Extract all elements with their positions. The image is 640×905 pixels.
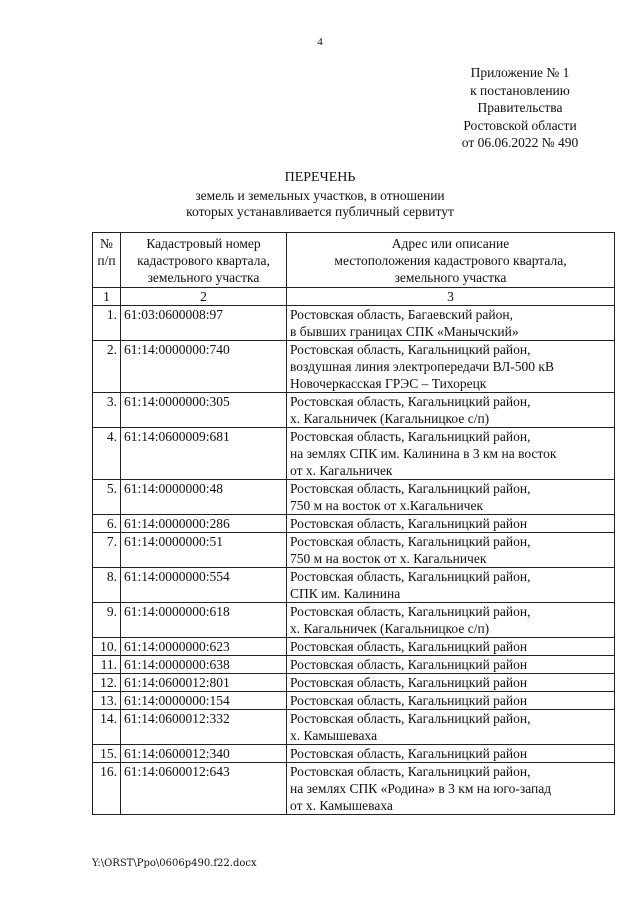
table-row bbox=[93, 306, 615, 341]
address-line: Ростовская область, Кагальницкий район, bbox=[290, 394, 531, 409]
header-line: Кадастровый номер bbox=[146, 236, 261, 251]
table-row bbox=[93, 638, 615, 656]
cadastral-number: 61:14:0000000:154 bbox=[121, 692, 287, 710]
address-line: на землях СПК им. Калинина в 3 км на восток bbox=[290, 446, 557, 461]
header-line: земельного участка bbox=[394, 270, 507, 285]
table-row bbox=[93, 515, 615, 533]
row-number: 10. bbox=[93, 638, 121, 656]
table-row bbox=[93, 656, 615, 674]
cadastral-number: 61:14:0600009:681 bbox=[121, 428, 287, 480]
header-line: Адрес или описание bbox=[391, 236, 510, 251]
address-line: Ростовская область, Багаевский район, bbox=[290, 307, 514, 322]
page-number: 4 bbox=[317, 36, 323, 48]
address-line: от х. Камышеваха bbox=[290, 798, 393, 813]
table-row bbox=[93, 428, 615, 480]
cadastral-number: 61:03:0600008:97 bbox=[121, 306, 287, 341]
address-line: Ростовская область, Кагальницкий район bbox=[290, 693, 528, 708]
address-description bbox=[287, 674, 615, 692]
row-number: 11. bbox=[93, 656, 121, 674]
address-line: 750 м на восток от х. Кагальничек bbox=[290, 551, 487, 566]
address-line: Ростовская область, Кагальницкий район, bbox=[290, 764, 531, 779]
address-description bbox=[287, 393, 615, 428]
appendix-line: к постановлению bbox=[470, 82, 570, 98]
row-number: 2. bbox=[93, 341, 121, 393]
header-line: земельного участка bbox=[147, 270, 260, 285]
header-line: кадастрового квартала, bbox=[137, 253, 270, 268]
cadastral-number: 61:14:0600012:643 bbox=[121, 763, 287, 815]
address-line: Новочеркасская ГРЭС – Тихорецк bbox=[290, 376, 487, 391]
table-body bbox=[93, 306, 615, 815]
column-index: 2 bbox=[121, 288, 287, 306]
address-description bbox=[287, 656, 615, 674]
address-description bbox=[287, 533, 615, 568]
address-line: Ростовская область, Кагальницкий район, bbox=[290, 711, 531, 726]
address-line: х. Кагальничек (Кагальницкое с/п) bbox=[290, 621, 490, 636]
address-line: х. Кагальничек (Кагальницкое с/п) bbox=[290, 411, 490, 426]
row-number: 7. bbox=[93, 533, 121, 568]
address-description bbox=[287, 745, 615, 763]
address-line: 750 м на восток от х.Кагальничек bbox=[290, 498, 484, 513]
table-row bbox=[93, 710, 615, 745]
address-description bbox=[287, 710, 615, 745]
cadastral-number: 61:14:0000000:51 bbox=[121, 533, 287, 568]
row-number: 15. bbox=[93, 745, 121, 763]
table-row bbox=[93, 568, 615, 603]
address-description bbox=[287, 692, 615, 710]
table-row bbox=[93, 393, 615, 428]
address-line: Ростовская область, Кагальницкий район bbox=[290, 675, 528, 690]
appendix-block bbox=[440, 64, 600, 152]
title-heading: ПЕРЕЧЕНЬ bbox=[284, 170, 356, 185]
table-row bbox=[93, 692, 615, 710]
address-line: Ростовская область, Кагальницкий район, bbox=[290, 481, 531, 496]
header-num bbox=[93, 233, 121, 288]
cadastral-number: 61:14:0000000:554 bbox=[121, 568, 287, 603]
address-line: х. Камышеваха bbox=[290, 728, 378, 743]
table-row bbox=[93, 533, 615, 568]
row-number: 3. bbox=[93, 393, 121, 428]
address-line: Ростовская область, Кагальницкий район, bbox=[290, 342, 531, 357]
address-line: Ростовская область, Кагальницкий район, bbox=[290, 429, 531, 444]
cadastral-number: 61:14:0000000:286 bbox=[121, 515, 287, 533]
table-header-row bbox=[93, 233, 615, 288]
cadastral-number: 61:14:0000000:638 bbox=[121, 656, 287, 674]
row-number: 8. bbox=[93, 568, 121, 603]
address-description bbox=[287, 638, 615, 656]
address-line: в бывших границах СПК «Манычский» bbox=[290, 324, 519, 339]
address-line: Ростовская область, Кагальницкий район, bbox=[290, 534, 531, 549]
cadastral-number: 61:14:0000000:618 bbox=[121, 603, 287, 638]
table-row bbox=[93, 763, 615, 815]
row-number: 9. bbox=[93, 603, 121, 638]
column-index: 1 bbox=[93, 288, 121, 306]
header-line: п/п bbox=[97, 253, 116, 268]
column-index-row bbox=[93, 288, 615, 306]
row-number: 12. bbox=[93, 674, 121, 692]
address-line: Ростовская область, Кагальницкий район, bbox=[290, 604, 531, 619]
header-line: местоположения кадастрового квартала, bbox=[334, 253, 567, 268]
address-description bbox=[287, 428, 615, 480]
row-number: 4. bbox=[93, 428, 121, 480]
column-index: 3 bbox=[287, 288, 615, 306]
address-line: Ростовская область, Кагальницкий район bbox=[290, 516, 528, 531]
cadastral-number: 61:14:0000000:623 bbox=[121, 638, 287, 656]
address-line: на землях СПК «Родина» в 3 км на юго-запад bbox=[290, 781, 552, 796]
cadastral-number: 61:14:0600012:340 bbox=[121, 745, 287, 763]
appendix-line: Ростовской области bbox=[463, 117, 577, 133]
title-subtitle-line: земель и земельных участков, в отношении bbox=[195, 187, 445, 203]
address-line: воздушная линия электропередачи ВЛ-500 кВ bbox=[290, 359, 554, 374]
header-address bbox=[287, 233, 615, 288]
table-row bbox=[93, 341, 615, 393]
address-description bbox=[287, 763, 615, 815]
address-line: от х. Кагальничек bbox=[290, 463, 393, 478]
address-description bbox=[287, 603, 615, 638]
row-number: 5. bbox=[93, 480, 121, 515]
address-line: Ростовская область, Кагальницкий район bbox=[290, 657, 528, 672]
table-row bbox=[93, 745, 615, 763]
address-description bbox=[287, 568, 615, 603]
title-subtitle-line: которых устанавливается публичный сервитут bbox=[186, 204, 454, 219]
cadastral-number: 61:14:0000000:740 bbox=[121, 341, 287, 393]
address-line: Ростовская область, Кагальницкий район bbox=[290, 746, 528, 761]
row-number: 6. bbox=[93, 515, 121, 533]
address-line: СПК им. Калинина bbox=[290, 586, 401, 601]
appendix-line: Приложение № 1 bbox=[470, 65, 570, 80]
table-row bbox=[93, 480, 615, 515]
file-path-footer: Y:\ORST\Ppo\0606p490.f22.docx bbox=[92, 858, 257, 869]
table-row bbox=[93, 674, 615, 692]
cadastral-number: 61:14:0000000:305 bbox=[121, 393, 287, 428]
row-number: 14. bbox=[93, 710, 121, 745]
address-description bbox=[287, 341, 615, 393]
address-description bbox=[287, 306, 615, 341]
header-cadastral bbox=[121, 233, 287, 288]
cadastral-number: 61:14:0000000:48 bbox=[121, 480, 287, 515]
header-line: № bbox=[100, 236, 113, 251]
row-number: 13. bbox=[93, 692, 121, 710]
appendix-line: от 06.06.2022 № 490 bbox=[461, 135, 579, 150]
table-row bbox=[93, 603, 615, 638]
row-number: 16. bbox=[93, 763, 121, 815]
row-number: 1. bbox=[93, 306, 121, 341]
cadastral-number: 61:14:0600012:332 bbox=[121, 710, 287, 745]
appendix-line: Правительства bbox=[477, 100, 563, 115]
address-line: Ростовская область, Кагальницкий район bbox=[290, 639, 528, 654]
document-title bbox=[0, 170, 640, 221]
land-plots-table bbox=[92, 232, 615, 815]
cadastral-number: 61:14:0600012:801 bbox=[121, 674, 287, 692]
address-description bbox=[287, 515, 615, 533]
address-description bbox=[287, 480, 615, 515]
address-line: Ростовская область, Кагальницкий район, bbox=[290, 569, 531, 584]
